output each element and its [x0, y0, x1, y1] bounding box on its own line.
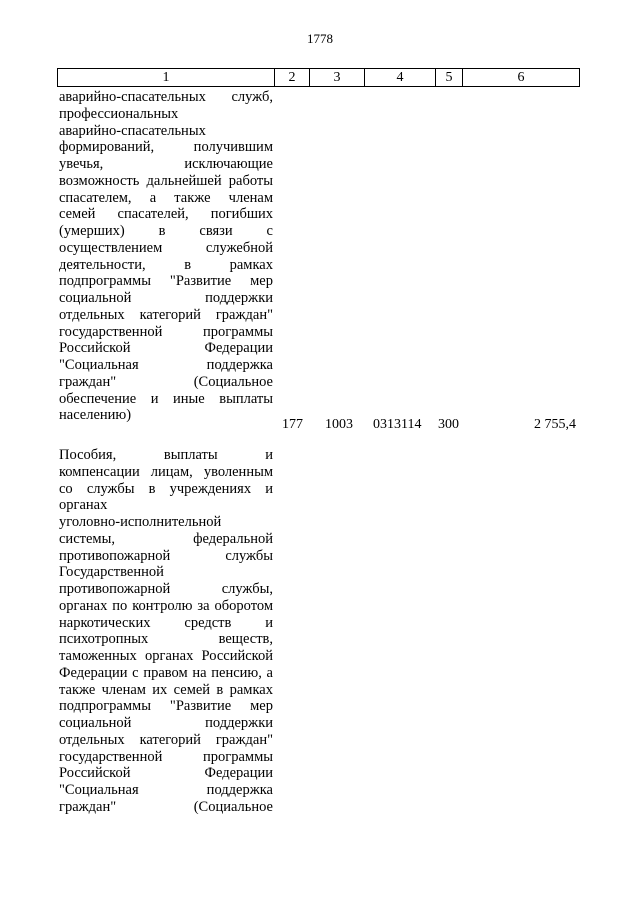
description-line: возможность дальнейшей работы — [59, 172, 273, 189]
description-line: наркотических средств и — [59, 614, 273, 631]
description-line: органах — [59, 497, 108, 514]
description-line: отдельных категорий граждан" — [59, 731, 273, 748]
row-1-col-6: 2 755,4 — [534, 417, 576, 432]
description-line: уголовно-исполнительной — [59, 514, 222, 530]
header-col-3: 3 — [333, 70, 341, 85]
description-line: противопожарной службы, — [59, 581, 273, 597]
description-line: "Социальная поддержка — [59, 357, 273, 373]
description-line: "Социальная поддержка — [59, 782, 273, 798]
description-line: увечья, исключающие — [59, 156, 273, 172]
description-line: профессиональных — [59, 105, 179, 122]
description-line: противопожарной службы — [59, 547, 273, 564]
description-line: психотропных веществ, — [59, 631, 273, 648]
description-line: также членам их семей в рамках — [59, 681, 273, 698]
description-line: системы, федеральной — [59, 530, 273, 547]
row-1-col-3: 1003 — [325, 417, 353, 432]
description-line: (умерших) в связи с — [59, 223, 273, 239]
description-line: населению) — [59, 407, 132, 424]
row-1-col-4: 0313114 — [373, 417, 422, 432]
row-1-col-2: 177 — [282, 417, 303, 432]
page-number: 1778 — [307, 31, 333, 46]
description-line: социальной поддержки — [59, 715, 273, 731]
description-line: осуществлением служебной — [59, 239, 273, 256]
header-col-4: 4 — [396, 70, 404, 85]
header-col-2: 2 — [288, 70, 296, 85]
table-header-row — [57, 68, 580, 87]
description-line: Российской Федерации — [59, 340, 273, 357]
description-line: аварийно-спасательных — [59, 122, 206, 139]
header-col-1: 1 — [162, 70, 170, 85]
description-line: деятельности, в рамках — [59, 256, 273, 273]
description-line: аварийно-спасательных служб, — [59, 89, 273, 105]
description-line: граждан" (Социальное — [59, 373, 273, 390]
description-line: социальной поддержки — [59, 290, 273, 306]
description-line: государственной программы — [59, 323, 273, 340]
description-line: государственной программы — [59, 748, 273, 765]
row-1-description — [59, 89, 273, 424]
description-line: органах по контролю за оборотом — [59, 597, 273, 614]
description-line: подпрограммы "Развитие мер — [59, 273, 273, 290]
description-line: граждан" (Социальное — [59, 798, 273, 815]
description-line: обеспечение и иные выплаты — [59, 390, 273, 407]
description-line: Федерации с правом на пенсию, а — [59, 664, 273, 681]
row-2-description — [59, 447, 273, 816]
header-col-6: 6 — [517, 70, 525, 85]
description-line: Российской Федерации — [59, 765, 273, 782]
row-1-col-5: 300 — [438, 417, 459, 432]
description-line: формирований, получившим — [59, 139, 273, 156]
header-col-5: 5 — [445, 70, 453, 85]
description-line: подпрограммы "Развитие мер — [59, 698, 273, 715]
description-line: семей спасателей, погибших — [59, 206, 273, 223]
description-line: Государственной — [59, 564, 164, 581]
description-line: Пособия, выплаты и — [59, 447, 273, 463]
description-line: спасателем, а также членам — [59, 189, 273, 206]
description-line: со службы в учреждениях и — [59, 480, 273, 497]
description-line: таможенных органах Российской — [59, 648, 273, 664]
description-line: отдельных категорий граждан" — [59, 306, 273, 323]
description-line: компенсации лицам, уволенным — [59, 463, 273, 480]
